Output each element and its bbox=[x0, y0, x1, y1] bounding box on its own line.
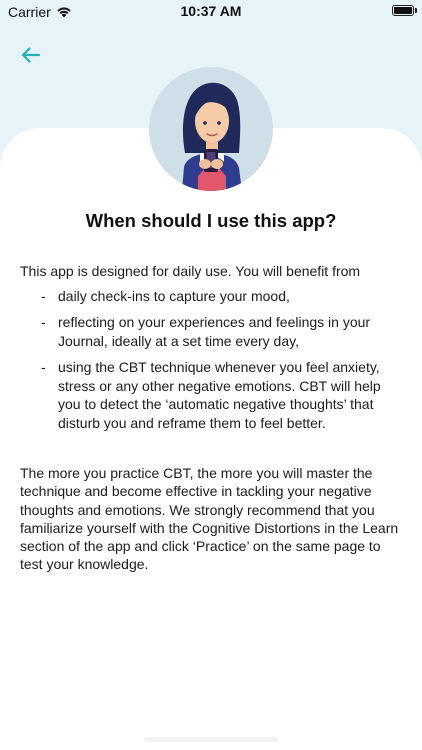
list-item-text: using the CBT technique whenever you feel anxiety, stress or any other negative emotions. CBT will help you to detect the ‘automatic negative thoughts’ that disturb you and reframe them to feel better. bbox=[58, 359, 381, 431]
bullet-dash: - bbox=[41, 287, 46, 304]
avatar-illustration bbox=[149, 67, 273, 191]
status-bar bbox=[0, 0, 422, 24]
back-button[interactable] bbox=[18, 42, 44, 68]
list-item bbox=[20, 287, 404, 306]
info-content bbox=[20, 262, 404, 440]
benefit-list bbox=[20, 287, 404, 433]
page-title: When should I use this app? bbox=[85, 210, 337, 231]
carrier-label: Carrier bbox=[8, 4, 51, 20]
woman-with-phone-illustration bbox=[149, 67, 273, 191]
bullet-dash: - bbox=[41, 314, 46, 330]
outro-text: The more you practice CBT, the more you will master the technique and become effective in tackling your negative thoughts and emotions. We strongly recommend that you familiarize yourself with the Cognitive Distortions in the Learn section of the app and click ‘Practice’ on the same page to test your knowledge. bbox=[20, 465, 399, 573]
home-indicator bbox=[144, 737, 278, 742]
battery-icon bbox=[392, 5, 414, 16]
bullet-dash: - bbox=[41, 359, 46, 375]
list-item bbox=[20, 313, 404, 350]
status-time: 10:37 AM bbox=[180, 3, 242, 19]
list-item-text: daily check-ins to capture your mood, bbox=[58, 287, 290, 304]
battery-level bbox=[394, 7, 412, 14]
intro-text: This app is designed for daily use. You will benefit from bbox=[20, 263, 361, 279]
list-item bbox=[20, 358, 404, 432]
list-item-text: reflecting on your experiences and feelings in your Journal, ideally at a set time every day, bbox=[58, 314, 371, 349]
arrow-left-icon bbox=[18, 42, 44, 68]
